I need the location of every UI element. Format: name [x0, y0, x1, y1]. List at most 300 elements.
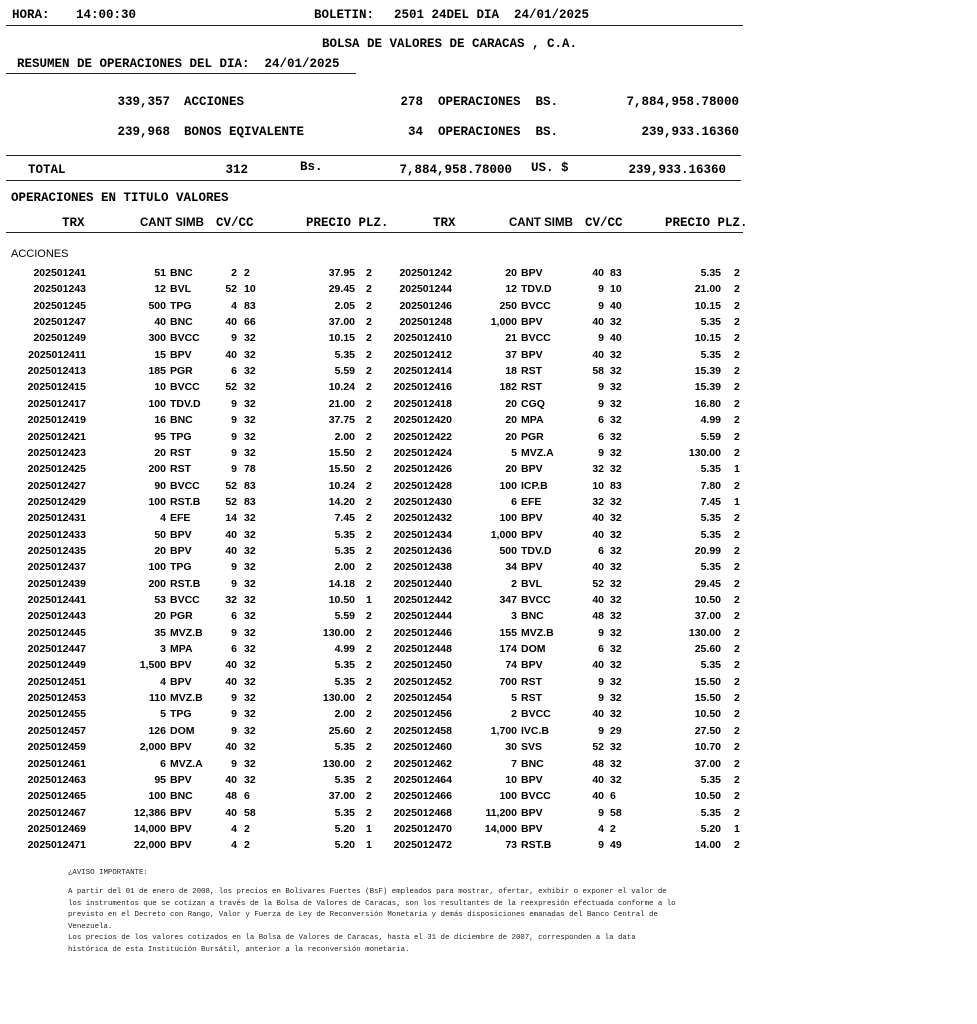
left-precio-cell: 5.35 [334, 348, 355, 361]
right-trx-cell: 2025012440 [393, 577, 452, 590]
right-plz-cell: 2 [734, 348, 740, 361]
right-trx-cell: 2025012458 [393, 724, 452, 737]
left-cv-cell: 4 [231, 839, 237, 852]
left-cc-cell: 32 [244, 528, 256, 541]
right-plz-cell: 2 [734, 659, 740, 672]
table-row [0, 741, 760, 757]
left-cant-cell: 12 [154, 283, 166, 296]
left-cv-cell: 9 [231, 397, 237, 410]
left-simb-cell: MVZ.B [170, 626, 203, 639]
left-cc-cell: 83 [244, 495, 256, 508]
left-plz-cell: 2 [366, 773, 372, 786]
left-cc-cell: 32 [244, 773, 256, 786]
left-cant-cell: 95 [154, 430, 166, 443]
right-simb-cell: BPV [521, 512, 543, 525]
table-row [0, 316, 760, 332]
right-plz-cell: 2 [734, 446, 740, 459]
left-trx-cell: 2025012439 [27, 577, 86, 590]
right-trx-cell: 2025012424 [393, 446, 452, 459]
left-simb-cell: TDV.D [170, 397, 201, 410]
left-cant-cell: 95 [154, 773, 166, 786]
left-cc-cell: 32 [244, 692, 256, 705]
right-simb-cell: RST.B [521, 839, 552, 852]
right-cc-cell: 32 [610, 626, 622, 639]
right-plz-cell: 2 [734, 512, 740, 525]
right-cant-cell: 1,000 [490, 528, 517, 541]
right-trx-cell: 2025012434 [393, 528, 452, 541]
right-simb-cell: BPV [521, 316, 543, 329]
left-precio-cell: 25.60 [328, 724, 355, 737]
right-cant-cell: 2 [511, 577, 517, 590]
right-plz-cell: 2 [734, 790, 740, 803]
left-trx-cell: 2025012431 [27, 512, 86, 525]
right-simb-cell: BVCC [521, 332, 551, 345]
left-plz-cell: 2 [366, 806, 372, 819]
left-cc-cell: 32 [244, 724, 256, 737]
right-cv-cell: 52 [592, 741, 604, 754]
table-row [0, 708, 760, 724]
left-precio-cell: 2.00 [334, 430, 355, 443]
left-trx-cell: 2025012421 [27, 430, 86, 443]
left-cv-cell: 40 [225, 659, 237, 672]
right-precio-cell: 37.00 [694, 610, 721, 623]
left-simb-cell: BVL [170, 283, 191, 296]
left-plz-cell: 2 [366, 643, 372, 656]
right-cv-cell: 40 [592, 316, 604, 329]
notice-line: previsto en el Decreto con Rango, Valor y Fuerza de Ley de Reconversión Monetaria y demás disposiciones emanadas del Banco Central de [68, 911, 658, 920]
right-simb-cell: MVZ.B [521, 626, 554, 639]
left-plz-cell: 2 [366, 267, 372, 279]
left-simb-cell: BPV [170, 675, 192, 688]
right-trx-cell: 2025012442 [393, 594, 452, 606]
left-cv-cell: 4 [231, 822, 237, 835]
right-precio-cell: 5.35 [700, 316, 721, 329]
right-trx-cell: 2025012444 [393, 610, 452, 623]
right-precio-cell: 21.00 [694, 283, 721, 296]
left-cant-cell: 100 [148, 495, 166, 508]
left-precio-cell: 10.24 [328, 381, 355, 394]
right-cv-cell: 9 [598, 806, 604, 819]
left-precio-cell: 130.00 [322, 692, 355, 705]
left-cv-cell: 40 [225, 544, 237, 557]
right-cc-cell: 32 [610, 692, 622, 705]
left-cc-cell: 32 [244, 610, 256, 623]
left-cv-cell: 52 [225, 495, 237, 508]
left-simb-cell: PGR [170, 365, 193, 378]
left-precio-cell: 5.35 [334, 659, 355, 672]
left-cv-cell: 9 [231, 757, 237, 770]
left-cv-cell: 40 [225, 348, 237, 361]
left-cant-cell: 40 [154, 316, 166, 329]
right-simb-cell: BVCC [521, 708, 551, 721]
total-label: TOTAL [28, 163, 66, 177]
right-simb-cell: BPV [521, 659, 543, 672]
right-cc-cell: 40 [610, 299, 622, 312]
left-cant-cell: 500 [148, 299, 166, 312]
notice-line: los instrumentos que se cotizan a través de la Bolsa de Valores de Caracas, son los resultantes de la reexpresión efectuada conforme a lo [68, 899, 676, 908]
total-usd-label: US. $ [531, 161, 569, 175]
left-simb-cell: TPG [170, 708, 192, 721]
right-plz-cell: 2 [734, 316, 740, 329]
right-cv-cell: 6 [598, 544, 604, 557]
right-cv-cell: 40 [592, 708, 604, 721]
right-cant-cell: 700 [499, 675, 517, 688]
left-trx-cell: 2025012449 [27, 659, 86, 672]
right-cv-cell: 6 [598, 643, 604, 656]
left-simb-cell: EFE [170, 512, 191, 525]
right-cant-cell: 73 [505, 839, 517, 852]
table-row [0, 529, 760, 545]
left-plz-cell: 2 [366, 479, 372, 492]
right-cant-cell: 5 [511, 446, 517, 459]
table-row [0, 643, 760, 659]
right-trx-cell: 2025012418 [393, 397, 452, 410]
right-precio-cell: 5.35 [700, 561, 721, 574]
left-cant-cell: 100 [148, 397, 166, 410]
left-cv-cell: 9 [231, 626, 237, 639]
right-simb-cell: BPV [521, 267, 543, 279]
left-plz-cell: 2 [366, 463, 372, 476]
left-plz-cell: 2 [366, 577, 372, 590]
table-row [0, 627, 760, 643]
bonos-qty: 239,968 [117, 125, 170, 139]
left-simb-cell: PGR [170, 610, 193, 623]
bonos-ops: 34 [407, 125, 423, 139]
left-cant-cell: 10 [154, 381, 166, 394]
right-simb-cell: IVC.B [521, 724, 550, 737]
left-cant-cell: 20 [154, 544, 166, 557]
left-cv-cell: 40 [225, 741, 237, 754]
right-plz-cell: 2 [734, 708, 740, 721]
right-precio-cell: 5.35 [700, 806, 721, 819]
left-cv-cell: 6 [231, 610, 237, 623]
left-cv-cell: 2 [231, 267, 237, 279]
table-row [0, 659, 760, 675]
left-cv-cell: 40 [225, 675, 237, 688]
left-cant-cell: 4 [160, 675, 166, 688]
left-cv-cell: 40 [225, 528, 237, 541]
table-row [0, 480, 760, 496]
left-plz-cell: 2 [366, 610, 372, 623]
left-cv-cell: 6 [231, 643, 237, 656]
right-plz-cell: 2 [734, 528, 740, 541]
left-cc-cell: 66 [244, 316, 256, 329]
left-cv-cell: 9 [231, 561, 237, 574]
right-plz-cell: 2 [734, 381, 740, 394]
left-plz-cell: 2 [366, 708, 372, 721]
right-cc-cell: 32 [610, 561, 622, 574]
table-row [0, 267, 760, 283]
right-cc-cell: 32 [610, 528, 622, 541]
right-plz-cell: 2 [734, 839, 740, 852]
left-precio-cell: 37.95 [328, 267, 355, 279]
right-plz-cell: 2 [734, 479, 740, 492]
left-trx-cell: 2025012411 [28, 348, 86, 361]
resumen-underline [6, 73, 356, 74]
right-trx-cell: 2025012460 [393, 741, 452, 754]
right-trx-cell: 2025012436 [393, 544, 452, 557]
right-cant-cell: 37 [505, 348, 517, 361]
left-cc-cell: 78 [244, 463, 256, 476]
left-cc-cell: 32 [244, 659, 256, 672]
acciones-ops-label: OPERACIONES BS. [438, 95, 559, 109]
left-cc-cell: 32 [244, 365, 256, 378]
right-simb-cell: MVZ.A [521, 446, 554, 459]
right-simb-cell: BPV [521, 561, 543, 574]
left-simb-cell: TPG [170, 299, 192, 312]
left-cc-cell: 32 [244, 626, 256, 639]
right-cv-cell: 40 [592, 512, 604, 525]
right-trx-cell: 2025012426 [393, 463, 452, 476]
right-trx-cell: 2025012472 [393, 839, 452, 852]
left-cv-cell: 48 [225, 790, 237, 803]
right-simb-cell: BPV [521, 463, 543, 476]
table-row [0, 300, 760, 316]
left-plz-cell: 2 [366, 741, 372, 754]
left-precio-cell: 5.35 [334, 741, 355, 754]
table-row [0, 431, 760, 447]
table-row [0, 692, 760, 708]
right-simb-cell: BPV [521, 822, 543, 835]
table-row [0, 496, 760, 512]
left-plz-cell: 2 [366, 365, 372, 378]
left-precio-cell: 14.18 [328, 577, 355, 590]
left-trx-cell: 202501243 [33, 283, 86, 296]
table-row [0, 283, 760, 299]
right-precio-cell: 4.99 [700, 414, 721, 427]
table-row [0, 414, 760, 430]
left-cc-cell: 32 [244, 577, 256, 590]
left-simb-cell: RST.B [170, 495, 201, 508]
right-cv-cell: 9 [598, 283, 604, 296]
right-plz-cell: 2 [734, 757, 740, 770]
left-trx-cell: 2025012443 [27, 610, 86, 623]
right-cv-cell: 32 [592, 495, 604, 508]
table-row [0, 594, 760, 610]
section-title: OPERACIONES EN TITULO VALORES [11, 191, 229, 205]
left-cc-cell: 32 [244, 561, 256, 574]
right-precio-cell: 5.35 [700, 528, 721, 541]
left-plz-cell: 2 [366, 316, 372, 329]
right-simb-cell: BVCC [521, 299, 551, 312]
right-plz-cell: 2 [734, 741, 740, 754]
left-cant-cell: 110 [149, 692, 166, 705]
right-cc-cell: 49 [610, 839, 622, 852]
left-cv-cell: 9 [231, 463, 237, 476]
right-precio-cell: 5.59 [700, 430, 721, 443]
left-plz-cell: 2 [366, 283, 372, 296]
right-plz-cell: 1 [734, 822, 740, 835]
left-cv-cell: 40 [225, 806, 237, 819]
right-simb-cell: BPV [521, 773, 543, 786]
right-cv-cell: 58 [592, 365, 604, 378]
right-cv-cell: 9 [598, 381, 604, 394]
left-precio-cell: 7.45 [334, 512, 355, 525]
left-trx-cell: 2025012415 [27, 381, 86, 394]
left-cv-cell: 14 [225, 512, 237, 525]
left-cv-cell: 52 [225, 381, 237, 394]
right-cc-cell: 32 [610, 659, 622, 672]
right-plz-cell: 2 [734, 724, 740, 737]
left-simb-cell: RST [170, 463, 191, 476]
left-simb-cell: DOM [170, 724, 195, 737]
left-cv-cell: 40 [225, 773, 237, 786]
right-cant-cell: 6 [511, 495, 517, 508]
right-simb-cell: TDV.D [521, 544, 552, 557]
left-precio-cell: 5.35 [334, 675, 355, 688]
right-simb-cell: BNC [521, 757, 544, 770]
left-precio-cell: 37.00 [328, 790, 355, 803]
right-cant-cell: 3 [511, 610, 517, 623]
right-precio-cell: 5.35 [700, 659, 721, 672]
left-trx-cell: 2025012429 [27, 495, 86, 508]
left-cv-cell: 52 [225, 479, 237, 492]
col-cvcc-left: CV/CC [216, 216, 254, 230]
total-bs-label: Bs. [300, 160, 323, 174]
notice-line: histórica de esta Institución Bursátil, anterior a la reconversión monetaria. [68, 946, 410, 954]
total-bottom-rule [6, 180, 741, 181]
left-plz-cell: 2 [366, 544, 372, 557]
left-precio-cell: 2.00 [334, 708, 355, 721]
right-cv-cell: 48 [592, 610, 604, 623]
right-cant-cell: 10 [505, 773, 517, 786]
right-cv-cell: 40 [592, 659, 604, 672]
right-simb-cell: EFE [521, 495, 542, 508]
right-cant-cell: 174 [499, 643, 517, 656]
left-precio-cell: 2.05 [334, 299, 355, 312]
right-precio-cell: 7.80 [700, 479, 721, 492]
table-row [0, 823, 760, 839]
right-cc-cell: 32 [610, 741, 622, 754]
left-trx-cell: 2025012463 [27, 773, 86, 786]
right-plz-cell: 2 [734, 267, 740, 279]
right-trx-cell: 2025012428 [393, 479, 452, 492]
right-precio-cell: 130.00 [688, 626, 721, 639]
left-precio-cell: 5.59 [334, 365, 355, 378]
left-precio-cell: 5.20 [334, 839, 355, 852]
right-cv-cell: 9 [598, 675, 604, 688]
left-trx-cell: 202501247 [33, 316, 86, 329]
right-cant-cell: 182 [499, 381, 517, 394]
right-trx-cell: 2025012422 [393, 430, 452, 443]
left-cant-cell: 185 [148, 365, 166, 378]
left-cc-cell: 32 [244, 741, 256, 754]
right-cc-cell: 6 [610, 790, 616, 803]
left-plz-cell: 2 [366, 430, 372, 443]
right-cant-cell: 14,000 [484, 822, 517, 835]
left-plz-cell: 2 [366, 446, 372, 459]
left-plz-cell: 2 [366, 495, 372, 508]
left-simb-cell: BNC [170, 414, 193, 427]
left-cant-cell: 15 [154, 348, 166, 361]
right-plz-cell: 1 [734, 495, 740, 508]
right-cant-cell: 2 [511, 708, 517, 721]
left-precio-cell: 130.00 [322, 626, 355, 639]
col-precio-plz-right: PRECIO PLZ. [665, 216, 748, 230]
right-trx-cell: 2025012414 [393, 365, 452, 378]
table-row [0, 758, 760, 774]
left-precio-cell: 10.24 [328, 479, 355, 492]
right-cant-cell: 12 [505, 283, 517, 296]
institution-name: BOLSA DE VALORES DE CARACAS , C.A. [322, 37, 578, 51]
left-simb-cell: MVZ.B [170, 692, 203, 705]
right-precio-cell: 20.99 [694, 544, 721, 557]
right-cant-cell: 30 [505, 741, 517, 754]
right-cv-cell: 9 [598, 692, 604, 705]
left-precio-cell: 4.99 [334, 643, 355, 656]
left-cc-cell: 32 [244, 446, 256, 459]
right-cc-cell: 2 [610, 822, 616, 835]
left-simb-cell: MVZ.A [170, 757, 203, 770]
left-cv-cell: 52 [225, 283, 237, 296]
left-precio-cell: 5.35 [334, 528, 355, 541]
right-cant-cell: 5 [511, 692, 517, 705]
table-row [0, 790, 760, 806]
right-trx-cell: 2025012462 [393, 757, 452, 770]
left-simb-cell: BPV [170, 528, 192, 541]
right-plz-cell: 1 [734, 463, 740, 476]
left-plz-cell: 2 [366, 414, 372, 427]
right-cv-cell: 9 [598, 724, 604, 737]
acciones-amount: 7,884,958.78000 [626, 95, 739, 109]
right-cv-cell: 9 [598, 626, 604, 639]
right-cant-cell: 100 [499, 790, 517, 803]
left-cv-cell: 40 [225, 316, 237, 329]
left-trx-cell: 2025012419 [27, 414, 86, 427]
left-simb-cell: RST [170, 446, 191, 459]
left-trx-cell: 2025012465 [27, 790, 86, 803]
left-cc-cell: 32 [244, 544, 256, 557]
right-cv-cell: 32 [592, 463, 604, 476]
right-cc-cell: 32 [610, 544, 622, 557]
right-cant-cell: 21 [505, 332, 517, 345]
table-row [0, 610, 760, 626]
left-simb-cell: BPV [170, 348, 192, 361]
right-simb-cell: BPV [521, 528, 543, 541]
total-ops: 312 [225, 163, 248, 177]
left-simb-cell: BPV [170, 659, 192, 672]
right-trx-cell: 2025012430 [393, 495, 452, 508]
table-row [0, 774, 760, 790]
left-precio-cell: 15.50 [328, 463, 355, 476]
left-plz-cell: 2 [366, 332, 372, 345]
left-trx-cell: 2025012467 [27, 806, 86, 819]
right-cc-cell: 32 [610, 643, 622, 656]
left-cv-cell: 9 [231, 332, 237, 345]
boletin-label: BOLETIN: [314, 8, 375, 22]
right-cc-cell: 29 [610, 724, 622, 737]
left-simb-cell: BPV [170, 544, 192, 557]
right-cv-cell: 52 [592, 577, 604, 590]
left-trx-cell: 2025012453 [27, 692, 86, 705]
right-plz-cell: 2 [734, 544, 740, 557]
right-cv-cell: 40 [592, 594, 604, 606]
left-cant-cell: 100 [148, 790, 166, 803]
right-cant-cell: 347 [499, 594, 517, 606]
left-cant-cell: 200 [148, 463, 166, 476]
table-row [0, 561, 760, 577]
left-precio-cell: 2.00 [334, 561, 355, 574]
left-cant-cell: 5 [160, 708, 166, 721]
right-precio-cell: 16.80 [694, 397, 721, 410]
left-simb-cell: BVCC [170, 381, 200, 394]
right-precio-cell: 10.50 [694, 594, 721, 606]
right-plz-cell: 2 [734, 692, 740, 705]
right-cant-cell: 100 [499, 512, 517, 525]
right-cv-cell: 6 [598, 414, 604, 427]
notice-line: Los precios de los valores cotizados en la Bolsa de Valores de Caracas, hasta el 31 de diciembre de 2007, corresponden a la data [68, 934, 636, 943]
left-precio-cell: 37.75 [328, 414, 355, 427]
